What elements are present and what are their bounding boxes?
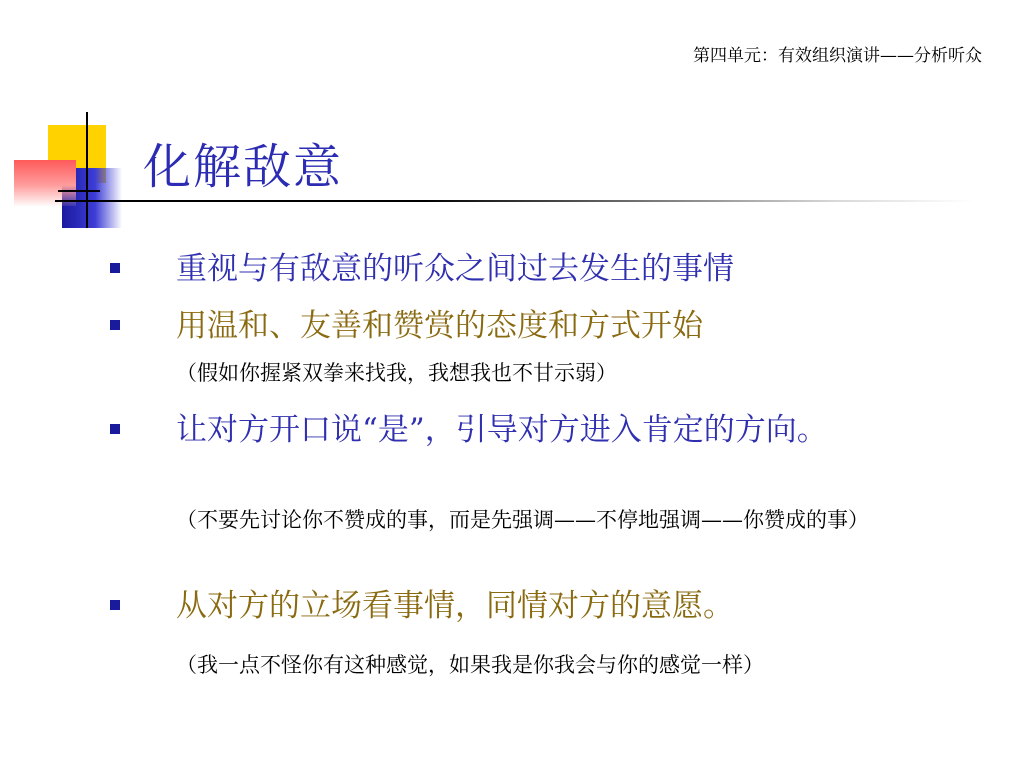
bullet-item-1	[176, 246, 976, 292]
bullet-marker	[110, 263, 120, 273]
bullet-text: 让对方开口说“是”，引导对方进入肯定的方向。	[176, 412, 828, 448]
unit-header: 第四单元：有效组织演讲——分析听众	[693, 46, 982, 66]
bullet-marker	[110, 600, 120, 610]
note-1: （假如你握紧双拳来找我，我想我也不甘示弱）	[176, 361, 617, 385]
note-3: （我一点不怪你有这种感觉，如果我是你我会与你的感觉一样）	[176, 653, 764, 677]
logo-vertical-line	[86, 112, 88, 228]
bullet-item-3	[176, 407, 971, 453]
logo-horizontal-line	[58, 190, 100, 192]
bullet-marker	[110, 320, 120, 330]
note-2: （不要先讨论你不赞成的事，而是先强调——不停地强调——你赞成的事）	[176, 508, 869, 532]
bullet-text: 从对方的立场看事情，同情对方的意愿。	[176, 588, 734, 624]
slide-title: 化解敌意	[143, 139, 344, 195]
bullet-text: 重视与有敌意的听众之间过去发生的事情	[176, 251, 734, 287]
decorative-logo	[0, 0, 140, 240]
bullet-item-2	[176, 303, 976, 349]
bullet-text: 用温和、友善和赞赏的态度和方式开始	[176, 308, 703, 344]
title-divider	[55, 200, 975, 202]
bullet-item-4	[176, 583, 976, 629]
bullet-marker	[110, 424, 120, 434]
